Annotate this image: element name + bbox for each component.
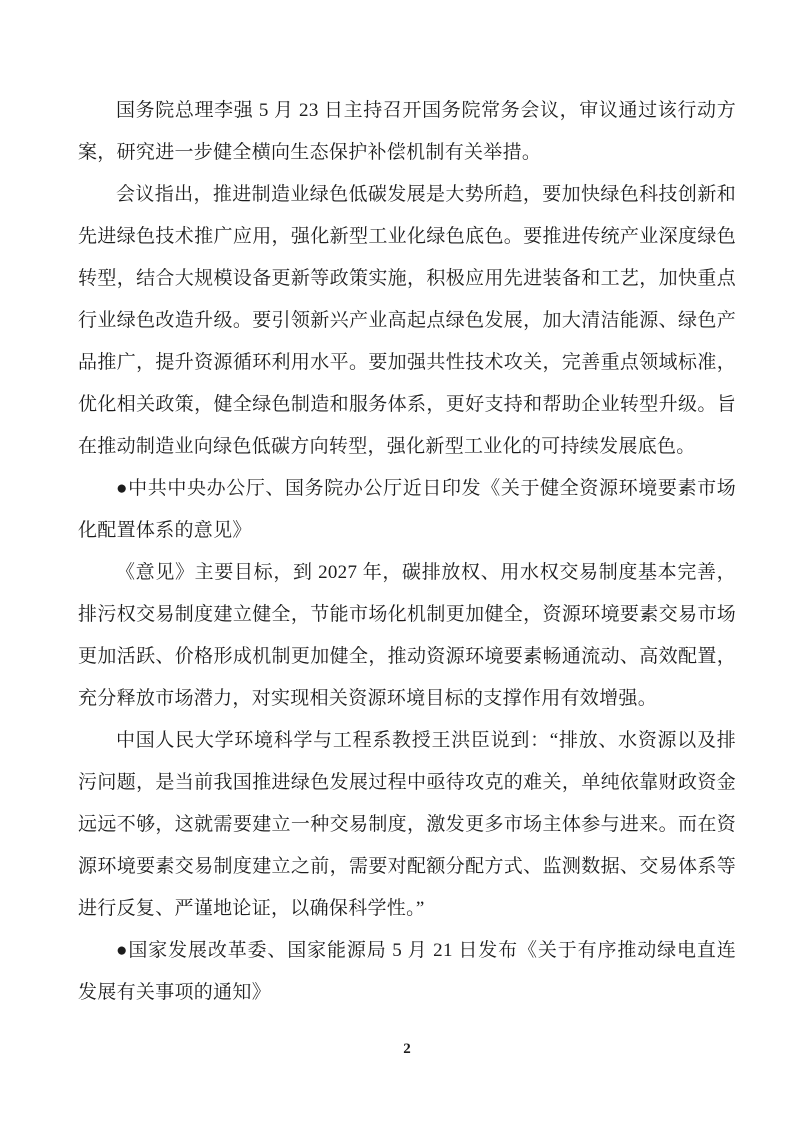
paragraph-bullet-opinion-issued: ●中共中央办公厅、国务院办公厅近日印发《关于健全资源环境要素市场化配置体系的意见》 [78, 478, 736, 541]
paragraph-professor-quote: 中国人民大学环境科学与工程系教授王洪臣说到：“排放、水资源以及排污问题，是当前我国推进绿色发展过程中亟待攻克的难关，单纯依靠财政资金远远不够，这就需要建立一种交易制度，激发更多市场主体参与进来。而在资源环境要素交易制度建立之前，需要对配额分配方式、监测数据、交易体系等进行反复、严谨地论证，以确保科学性。” [78, 730, 736, 919]
paragraph-meeting-points: 会议指出，推进制造业绿色低碳发展是大势所趋，要加快绿色科技创新和先进绿色技术推广应用，强化新型工业化绿色底色。要推进传统产业深度绿色转型，结合大规模设备更新等政策实施，积极应用先进装备和工艺，加快重点行业绿色改造升级。要引领新兴产业高起点绿色发展，加大清洁能源、绿色产品推广，提升资源循环利用水平。要加强共性技术攻关，完善重点领域标准，优化相关政策，健全绿色制造和服务体系，更好支持和帮助企业转型升级。旨在推动制造业向绿色低碳方向转型，强化新型工业化的可持续发展底色。 [78, 184, 736, 457]
page-number: 2 [403, 1041, 411, 1057]
paragraph-state-council-meeting: 国务院总理李强 5 月 23 日主持召开国务院常务会议，审议通过该行动方案，研究进一步健全横向生态保护补偿机制有关举措。 [78, 100, 736, 163]
paragraph-bullet-notice-issued: ●国家发展改革委、国家能源局 5 月 21 日发布《关于有序推动绿电直连发展有关事项的通知》 [78, 940, 736, 1003]
document-body [78, 90, 736, 1014]
page-footer [78, 1040, 736, 1058]
paragraph-opinion-goals: 《意见》主要目标，到 2027 年，碳排放权、用水权交易制度基本完善，排污权交易制度建立健全，节能市场化机制更加健全，资源环境要素交易市场更加活跃、价格形成机制更加健全，推动资源环境要素畅通流动、高效配置，充分释放市场潜力，对实现相关资源环境目标的支撑作用有效增强。 [78, 562, 736, 709]
